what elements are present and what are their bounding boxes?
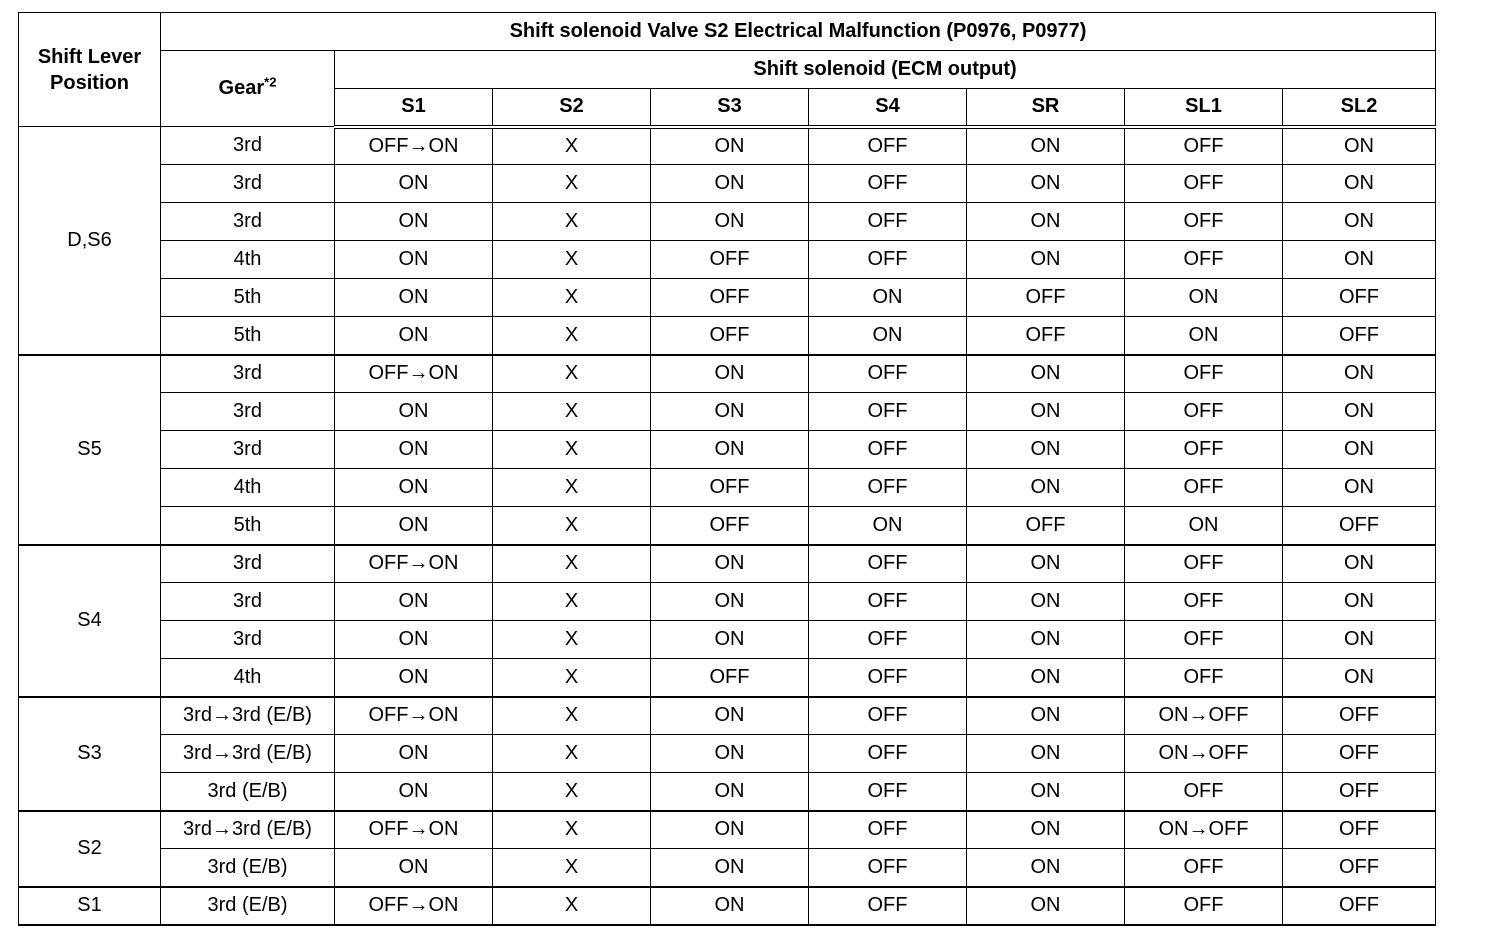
solenoid-state-cell: X xyxy=(493,507,651,545)
solenoid-state-cell: OFF xyxy=(809,773,967,811)
table-body xyxy=(19,127,1436,925)
solenoid-state-cell: OFF xyxy=(809,393,967,431)
solenoid-state-cell: X xyxy=(493,431,651,469)
solenoid-state-cell: ON xyxy=(1283,127,1436,165)
solenoid-state-cell: ON xyxy=(967,393,1125,431)
gear-cell: 3rd xyxy=(161,431,335,469)
solenoid-state-cell: OFF xyxy=(809,203,967,241)
solenoid-state-cell: X xyxy=(493,165,651,203)
solenoid-state-cell: OFF xyxy=(967,279,1125,317)
solenoid-state-cell: ON xyxy=(335,583,493,621)
table-row xyxy=(19,773,1436,811)
solenoid-state-cell: OFF xyxy=(809,735,967,773)
table-title: Shift solenoid Valve S2 Electrical Malfunction (P0976, P0977) xyxy=(161,13,1436,51)
solenoid-state-cell: OFF xyxy=(1125,393,1283,431)
table-row xyxy=(19,849,1436,887)
solenoid-state-cell: ON xyxy=(967,545,1125,583)
solenoid-state-cell: ON xyxy=(967,697,1125,735)
solenoid-state-cell: ON xyxy=(809,279,967,317)
table-row xyxy=(19,735,1436,773)
solenoid-state-cell: ON xyxy=(651,165,809,203)
shift-lever-position: S1 xyxy=(19,887,161,925)
solenoid-state-cell: OFF xyxy=(809,431,967,469)
solenoid-state-cell: ON xyxy=(1125,279,1283,317)
solenoid-state-cell: ON xyxy=(651,811,809,849)
solenoid-state-cell: OFF xyxy=(1125,773,1283,811)
table-row xyxy=(19,127,1436,165)
solenoid-state-cell: OFF→ON xyxy=(335,887,493,925)
solenoid-state-cell: OFF xyxy=(809,849,967,887)
gear-cell: 3rd xyxy=(161,165,335,203)
solenoid-state-cell: ON xyxy=(335,469,493,507)
solenoid-state-cell: OFF xyxy=(651,469,809,507)
solenoid-state-cell: ON xyxy=(651,621,809,659)
solenoid-state-cell: OFF xyxy=(1125,469,1283,507)
solenoid-state-cell: OFF xyxy=(809,469,967,507)
solenoid-state-cell: ON xyxy=(967,355,1125,393)
solenoid-state-cell: X xyxy=(493,849,651,887)
solenoid-state-cell: ON xyxy=(651,697,809,735)
gear-cell: 3rd xyxy=(161,621,335,659)
solenoid-state-cell: ON xyxy=(967,203,1125,241)
solenoid-state-cell: OFF xyxy=(809,583,967,621)
column-header-s3: S3 xyxy=(651,89,809,127)
solenoid-state-cell: ON xyxy=(335,735,493,773)
solenoid-state-cell: ON→OFF xyxy=(1125,697,1283,735)
solenoid-state-cell: OFF→ON xyxy=(335,697,493,735)
solenoid-state-cell: ON xyxy=(335,773,493,811)
solenoid-state-cell: OFF xyxy=(809,545,967,583)
table-row xyxy=(19,659,1436,697)
solenoid-state-cell: OFF xyxy=(1283,317,1436,355)
shift-lever-position: S2 xyxy=(19,811,161,887)
solenoid-state-cell: OFF xyxy=(809,659,967,697)
solenoid-state-cell: X xyxy=(493,773,651,811)
solenoid-state-cell: OFF xyxy=(651,279,809,317)
solenoid-state-cell: OFF xyxy=(1283,849,1436,887)
gear-cell: 5th xyxy=(161,317,335,355)
solenoid-state-cell: X xyxy=(493,203,651,241)
solenoid-state-cell: ON xyxy=(335,431,493,469)
solenoid-state-cell: ON xyxy=(1283,431,1436,469)
solenoid-state-cell: OFF→ON xyxy=(335,811,493,849)
column-header-sl2: SL2 xyxy=(1283,89,1436,127)
solenoid-state-cell: OFF→ON xyxy=(335,127,493,165)
solenoid-state-cell: OFF→ON xyxy=(335,355,493,393)
solenoid-state-cell: ON xyxy=(651,431,809,469)
table-row xyxy=(19,279,1436,317)
solenoid-state-cell: OFF xyxy=(1125,545,1283,583)
solenoid-state-cell: ON xyxy=(1283,203,1436,241)
shift-lever-position: D,S6 xyxy=(19,127,161,355)
solenoid-state-cell: OFF xyxy=(1283,735,1436,773)
gear-cell: 3rd (E/B) xyxy=(161,887,335,925)
solenoid-state-cell: OFF xyxy=(809,887,967,925)
solenoid-state-cell: ON xyxy=(1283,241,1436,279)
column-header-s1: S1 xyxy=(335,89,493,127)
solenoid-state-cell: X xyxy=(493,583,651,621)
gear-cell: 5th xyxy=(161,279,335,317)
solenoid-state-cell: ON xyxy=(967,469,1125,507)
solenoid-state-cell: ON xyxy=(967,887,1125,925)
solenoid-state-cell: ON xyxy=(335,241,493,279)
solenoid-state-cell: OFF xyxy=(1125,165,1283,203)
solenoid-state-cell: ON xyxy=(967,849,1125,887)
column-header-sl1: SL1 xyxy=(1125,89,1283,127)
solenoid-state-cell: ON xyxy=(651,773,809,811)
table-row xyxy=(19,317,1436,355)
table-row xyxy=(19,697,1436,735)
solenoid-state-cell: OFF xyxy=(1125,241,1283,279)
gear-cell: 3rd xyxy=(161,203,335,241)
solenoid-state-cell: X xyxy=(493,735,651,773)
solenoid-state-cell: OFF xyxy=(809,811,967,849)
solenoid-state-cell: OFF xyxy=(809,165,967,203)
solenoid-state-cell: OFF xyxy=(1283,811,1436,849)
table-row xyxy=(19,887,1436,925)
solenoid-state-cell: ON xyxy=(335,393,493,431)
shift-lever-position: S3 xyxy=(19,697,161,811)
solenoid-state-cell: ON xyxy=(809,317,967,355)
solenoid-state-cell: ON xyxy=(967,431,1125,469)
gear-cell: 3rd xyxy=(161,393,335,431)
gear-cell: 4th xyxy=(161,659,335,697)
solenoid-state-cell: X xyxy=(493,393,651,431)
table-row xyxy=(19,241,1436,279)
solenoid-state-cell: ON xyxy=(335,279,493,317)
solenoid-state-cell: X xyxy=(493,355,651,393)
solenoid-state-cell: OFF xyxy=(967,317,1125,355)
solenoid-state-cell: X xyxy=(493,697,651,735)
solenoid-state-cell: OFF→ON xyxy=(335,545,493,583)
gear-cell: 3rd→3rd (E/B) xyxy=(161,811,335,849)
solenoid-state-cell: ON xyxy=(651,735,809,773)
solenoid-state-cell: ON xyxy=(335,849,493,887)
solenoid-state-cell: ON xyxy=(1283,659,1436,697)
solenoid-state-cell: ON xyxy=(1283,583,1436,621)
table-header xyxy=(19,13,1436,127)
solenoid-state-cell: OFF xyxy=(809,241,967,279)
solenoid-state-cell: OFF xyxy=(1283,697,1436,735)
solenoid-state-cell: ON xyxy=(967,583,1125,621)
table-row xyxy=(19,583,1436,621)
column-header-s2: S2 xyxy=(493,89,651,127)
solenoid-state-cell: OFF xyxy=(1125,431,1283,469)
solenoid-state-cell: OFF xyxy=(1125,203,1283,241)
solenoid-state-cell: X xyxy=(493,469,651,507)
table-row xyxy=(19,469,1436,507)
solenoid-state-cell: OFF xyxy=(1125,355,1283,393)
solenoid-state-cell: ON→OFF xyxy=(1125,811,1283,849)
solenoid-state-cell: ON xyxy=(967,241,1125,279)
solenoid-state-cell: OFF xyxy=(651,507,809,545)
solenoid-table xyxy=(18,12,1436,926)
solenoid-state-cell: OFF xyxy=(651,317,809,355)
gear-cell: 3rd→3rd (E/B) xyxy=(161,735,335,773)
solenoid-state-cell: ON xyxy=(651,355,809,393)
solenoid-state-cell: OFF xyxy=(1283,887,1436,925)
solenoid-state-cell: ON xyxy=(651,849,809,887)
solenoid-state-cell: OFF xyxy=(1125,621,1283,659)
solenoid-state-cell: ON xyxy=(967,659,1125,697)
gear-cell: 4th xyxy=(161,241,335,279)
solenoid-state-cell: ON xyxy=(967,811,1125,849)
solenoid-state-cell: OFF xyxy=(809,127,967,165)
solenoid-state-cell: OFF xyxy=(1283,773,1436,811)
gear-cell: 3rd xyxy=(161,127,335,165)
solenoid-state-cell: ON xyxy=(651,203,809,241)
solenoid-state-cell: ON xyxy=(651,545,809,583)
solenoid-state-cell: X xyxy=(493,811,651,849)
solenoid-state-cell: OFF xyxy=(1283,279,1436,317)
gear-header xyxy=(161,51,335,127)
position-header: Shift Lever Position xyxy=(19,13,161,127)
solenoid-state-cell: X xyxy=(493,659,651,697)
column-header-s4: S4 xyxy=(809,89,967,127)
solenoid-state-cell: OFF xyxy=(1125,127,1283,165)
solenoid-state-cell: X xyxy=(493,279,651,317)
table-row xyxy=(19,507,1436,545)
solenoid-state-cell: OFF xyxy=(809,697,967,735)
solenoid-state-cell: ON xyxy=(651,393,809,431)
solenoid-state-cell: ON xyxy=(651,887,809,925)
table-row xyxy=(19,811,1436,849)
gear-cell: 3rd xyxy=(161,545,335,583)
solenoid-state-cell: OFF xyxy=(809,355,967,393)
solenoid-state-cell: X xyxy=(493,621,651,659)
gear-cell: 3rd xyxy=(161,355,335,393)
solenoid-state-cell: ON xyxy=(967,165,1125,203)
gear-cell: 5th xyxy=(161,507,335,545)
table-row xyxy=(19,203,1436,241)
solenoid-state-cell: ON xyxy=(335,317,493,355)
table-row xyxy=(19,355,1436,393)
solenoid-state-cell: ON xyxy=(967,621,1125,659)
gear-footnote: *2 xyxy=(264,74,277,90)
gear-header-label: Gear xyxy=(218,77,265,99)
solenoid-state-cell: ON xyxy=(335,659,493,697)
solenoid-state-cell: OFF xyxy=(1283,507,1436,545)
table-row xyxy=(19,165,1436,203)
solenoid-state-cell: X xyxy=(493,241,651,279)
solenoid-state-cell: ON xyxy=(335,507,493,545)
shift-lever-position: S5 xyxy=(19,355,161,545)
solenoid-state-cell: ON xyxy=(967,127,1125,165)
solenoid-state-cell: X xyxy=(493,127,651,165)
solenoid-subtitle: Shift solenoid (ECM output) xyxy=(335,51,1436,89)
solenoid-state-cell: ON xyxy=(1125,317,1283,355)
solenoid-state-cell: ON xyxy=(651,127,809,165)
solenoid-state-cell: OFF xyxy=(651,659,809,697)
solenoid-state-cell: OFF xyxy=(967,507,1125,545)
solenoid-state-cell: ON xyxy=(1283,469,1436,507)
solenoid-state-cell: OFF xyxy=(1125,849,1283,887)
solenoid-state-cell: OFF xyxy=(1125,887,1283,925)
solenoid-state-cell: ON xyxy=(1283,393,1436,431)
document-sheet xyxy=(18,12,1435,926)
solenoid-state-cell: OFF xyxy=(1125,659,1283,697)
solenoid-state-cell: ON xyxy=(967,773,1125,811)
table-row xyxy=(19,545,1436,583)
solenoid-state-cell: ON xyxy=(809,507,967,545)
solenoid-state-cell: X xyxy=(493,887,651,925)
solenoid-state-cell: ON xyxy=(967,735,1125,773)
gear-cell: 3rd xyxy=(161,583,335,621)
gear-cell: 3rd (E/B) xyxy=(161,849,335,887)
solenoid-state-cell: ON xyxy=(335,203,493,241)
solenoid-state-cell: ON xyxy=(651,583,809,621)
solenoid-state-cell: X xyxy=(493,545,651,583)
solenoid-state-cell: ON xyxy=(335,165,493,203)
gear-cell: 3rd→3rd (E/B) xyxy=(161,697,335,735)
gear-cell: 3rd (E/B) xyxy=(161,773,335,811)
solenoid-state-cell: OFF xyxy=(651,241,809,279)
table-row xyxy=(19,431,1436,469)
column-header-sr: SR xyxy=(967,89,1125,127)
solenoid-state-cell: OFF xyxy=(1125,583,1283,621)
solenoid-state-cell: OFF xyxy=(809,621,967,659)
solenoid-state-cell: ON xyxy=(1283,355,1436,393)
solenoid-state-cell: ON→OFF xyxy=(1125,735,1283,773)
solenoid-state-cell: ON xyxy=(1283,165,1436,203)
table-row xyxy=(19,621,1436,659)
solenoid-state-cell: ON xyxy=(1283,621,1436,659)
solenoid-state-cell: ON xyxy=(335,621,493,659)
gear-cell: 4th xyxy=(161,469,335,507)
solenoid-state-cell: ON xyxy=(1283,545,1436,583)
shift-lever-position: S4 xyxy=(19,545,161,697)
table-row xyxy=(19,393,1436,431)
solenoid-state-cell: X xyxy=(493,317,651,355)
solenoid-state-cell: ON xyxy=(1125,507,1283,545)
